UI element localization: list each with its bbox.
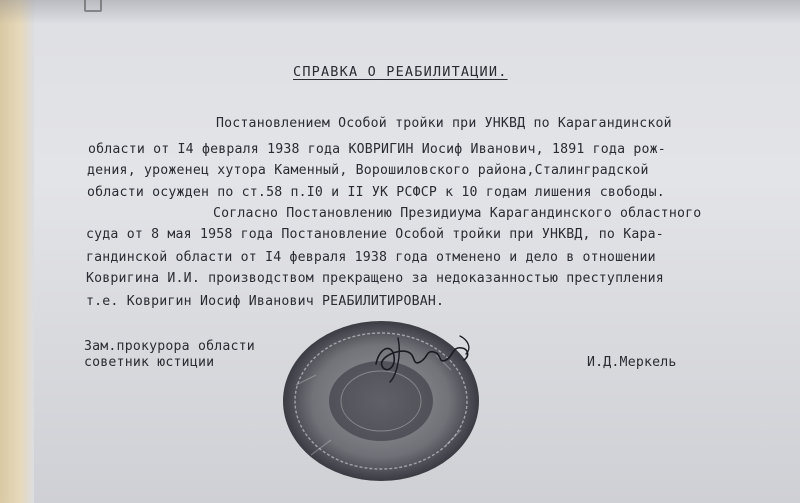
signer-position-line-1: Зам.прокурора области	[84, 339, 255, 354]
body-line-6: суда от 8 мая 1958 года Постановление Особой тройки при УНКВД, по Кара-	[86, 227, 664, 242]
body-line-5: Согласно Постановлению Президиума Карагандинского областного	[213, 206, 702, 221]
body-line-3: дения, уроженец хутора Каменный, Ворошиловского района,Сталинградской	[87, 163, 649, 178]
body-line-2: области от I4 февраля 1938 года КОВРИГИН Иосиф Иванович, 1891 года рож-	[88, 142, 666, 157]
body-line-7: гандинской области от I4 февраля 1938 года отменено и дело в отношении	[86, 250, 656, 265]
binder-mark	[84, 0, 102, 12]
signer-name: И.Д.Меркель	[587, 355, 677, 370]
body-line-9: т.е. Ковригин Иосиф Иванович РЕАБИЛИТИРОВАН.	[86, 294, 445, 309]
page-shadow	[0, 0, 800, 24]
body-line-1: Постановлением Особой тройки при УНКВД по Карагандинской	[216, 116, 672, 131]
body-line-8: Ковригина И.И. производством прекращено за недоказанностью преступления	[86, 271, 664, 286]
body-line-4: области осужден по ст.58 п.I0 и II УК РСФСР к 10 годам лишения свободы.	[87, 185, 665, 200]
underlying-paper-edge	[0, 0, 34, 503]
signer-position-line-2: советник юстиции	[84, 355, 215, 370]
document-title: СПРАВКА О РЕАБИЛИТАЦИИ.	[293, 64, 508, 80]
handwritten-signature	[368, 326, 478, 386]
